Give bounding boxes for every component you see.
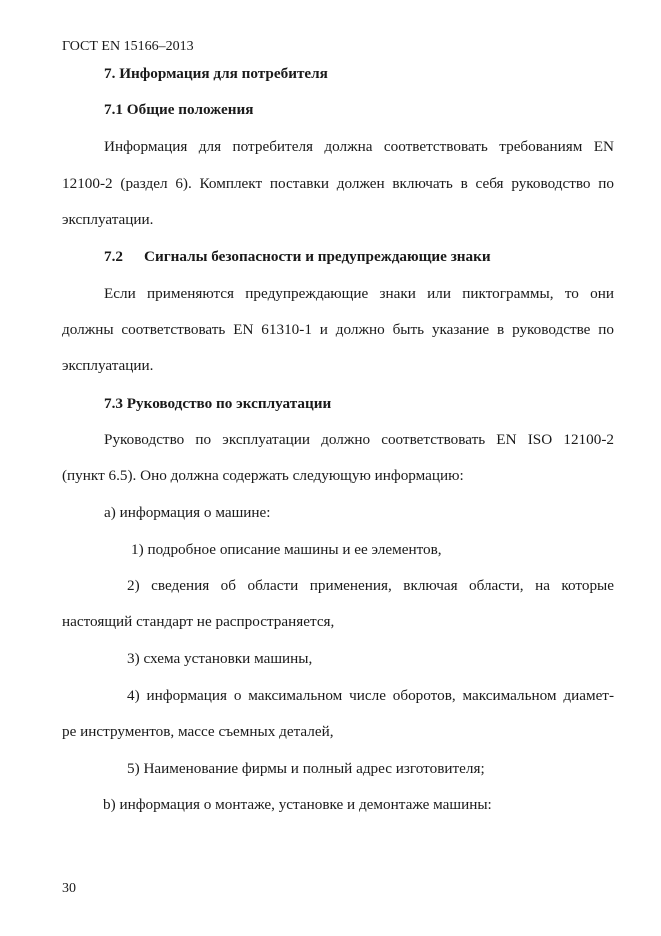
list-item: b) информация о монтаже, установке и демонтаже машины: (103, 796, 492, 813)
list-subitem: 2) сведения об области применения, включая области, на которые (127, 577, 614, 594)
list-subitem: 4) информация о максимальном числе оборотов, максимальном диамет- (127, 687, 614, 704)
page-number: 30 (62, 881, 76, 896)
paragraph-line: должны соответствовать EN 61310-1 и должно быть указание в руководстве по (62, 321, 614, 338)
subsection-heading: 7.3 Руководство по эксплуатации (104, 395, 332, 412)
section-heading: 7. Информация для потребителя (104, 65, 328, 82)
list-subitem: 3) схема установки машины, (127, 650, 313, 667)
subsection-number: 7.2 (104, 248, 123, 265)
paragraph-line: эксплуатации. (62, 357, 154, 374)
paragraph-line: Информация для потребителя должна соответствовать требованиям EN (104, 138, 614, 155)
subsection-heading: Сигналы безопасности и предупреждающие знаки (144, 248, 491, 265)
list-subitem: 1) подробное описание машины и ее элементов, (131, 541, 442, 558)
paragraph-line: эксплуатации. (62, 211, 154, 228)
list-subitem-continuation: ре инструментов, массе съемных деталей, (62, 723, 334, 740)
list-subitem-continuation: настоящий стандарт не распространяется, (62, 613, 335, 630)
paragraph-line: Руководство по эксплуатации должно соответствовать EN ISO 12100-2 (104, 431, 614, 448)
paragraph-line: 12100-2 (раздел 6). Комплект поставки должен включать в себя руководство по (62, 175, 614, 192)
list-subitem: 5) Наименование фирмы и полный адрес изготовителя; (127, 760, 485, 777)
list-item: а) информация о машине: (104, 504, 271, 521)
document-header: ГОСТ EN 15166–2013 (62, 39, 194, 54)
paragraph-line: Если применяются предупреждающие знаки или пиктограммы, то они (104, 285, 614, 302)
paragraph-line: (пункт 6.5). Оно должна содержать следующую информацию: (62, 467, 464, 484)
subsection-heading: 7.1 Общие положения (104, 101, 254, 118)
